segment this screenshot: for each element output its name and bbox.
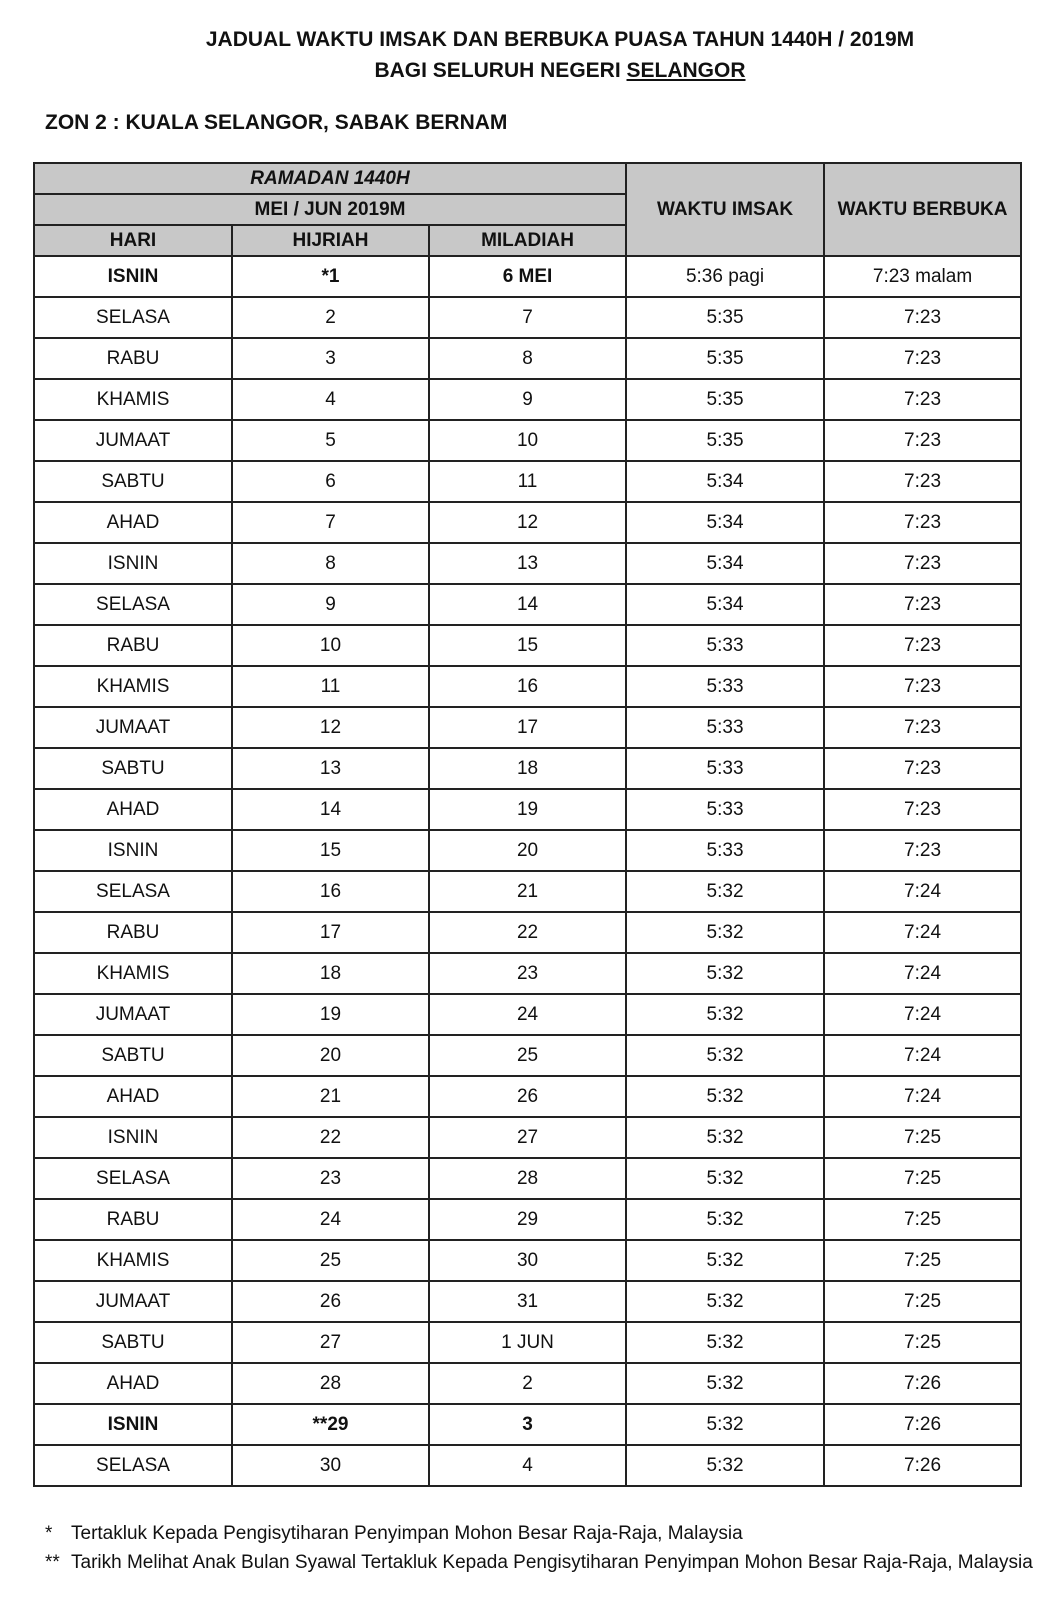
- gregorian-cell: 18: [429, 748, 626, 789]
- hijri-cell: 25: [232, 1240, 429, 1281]
- table-body: [34, 256, 1021, 1486]
- period-header: MEI / JUN 2019M: [34, 194, 626, 225]
- state-name: SELANGOR: [626, 59, 746, 82]
- gregorian-cell: 25: [429, 1035, 626, 1076]
- footnote-2-mark: **: [45, 1552, 60, 1573]
- iftar-cell: 7:24: [824, 1076, 1021, 1117]
- iftar-cell: 7:23: [824, 338, 1021, 379]
- hijri-cell: 12: [232, 707, 429, 748]
- hijri-cell: 20: [232, 1035, 429, 1076]
- title-line-1: JADUAL WAKTU IMSAK DAN BERBUKA PUASA TAHUN 1440H / 2019M: [205, 28, 915, 51]
- gregorian-cell: 21: [429, 871, 626, 912]
- imsak-cell: 5:32: [626, 1199, 824, 1240]
- iftar-cell: 7:23: [824, 707, 1021, 748]
- iftar-cell: 7:26: [824, 1404, 1021, 1445]
- hijri-cell: 10: [232, 625, 429, 666]
- hijri-cell: 11: [232, 666, 429, 707]
- iftar-cell: 7:24: [824, 994, 1021, 1035]
- day-cell: SELASA: [34, 1445, 232, 1486]
- day-cell: AHAD: [34, 502, 232, 543]
- imsak-cell: 5:32: [626, 1240, 824, 1281]
- imsak-cell: 5:32: [626, 1158, 824, 1199]
- day-cell: SABTU: [34, 461, 232, 502]
- hijri-cell: 18: [232, 953, 429, 994]
- table-row: [34, 912, 1021, 953]
- iftar-cell: 7:23: [824, 748, 1021, 789]
- iftar-cell: 7:23: [824, 584, 1021, 625]
- gregorian-cell: 24: [429, 994, 626, 1035]
- day-cell: JUMAAT: [34, 420, 232, 461]
- iftar-cell: 7:25: [824, 1199, 1021, 1240]
- day-cell: KHAMIS: [34, 666, 232, 707]
- iftar-cell: 7:23: [824, 789, 1021, 830]
- iftar-cell: 7:23: [824, 461, 1021, 502]
- imsak-cell: 5:34: [626, 502, 824, 543]
- table-header: [34, 163, 1021, 256]
- table-row: [34, 994, 1021, 1035]
- iftar-cell: 7:25: [824, 1158, 1021, 1199]
- gregorian-cell: 15: [429, 625, 626, 666]
- gregorian-cell: 13: [429, 543, 626, 584]
- iftar-cell: 7:23: [824, 543, 1021, 584]
- table-row: [34, 297, 1021, 338]
- gregorian-cell: 4: [429, 1445, 626, 1486]
- gregorian-cell: 30: [429, 1240, 626, 1281]
- day-cell: SABTU: [34, 748, 232, 789]
- gregorian-cell: 17: [429, 707, 626, 748]
- gregorian-cell: 9: [429, 379, 626, 420]
- iftar-cell: 7:23: [824, 297, 1021, 338]
- title-line-2-prefix: BAGI SELURUH NEGERI: [374, 59, 627, 82]
- table-row: [34, 1363, 1021, 1404]
- imsak-cell: 5:32: [626, 1035, 824, 1076]
- imsak-cell: 5:32: [626, 912, 824, 953]
- table-row: [34, 707, 1021, 748]
- table-row: [34, 379, 1021, 420]
- document-title: [0, 24, 1049, 86]
- gregorian-cell: 6 MEI: [429, 256, 626, 297]
- table-row: [34, 748, 1021, 789]
- imsak-cell: 5:33: [626, 707, 824, 748]
- iftar-cell: 7:24: [824, 953, 1021, 994]
- hijri-cell: 24: [232, 1199, 429, 1240]
- imsak-cell: 5:32: [626, 953, 824, 994]
- iftar-cell: 7:26: [824, 1363, 1021, 1404]
- table-row: [34, 420, 1021, 461]
- gregorian-cell: 11: [429, 461, 626, 502]
- iftar-cell: 7:25: [824, 1117, 1021, 1158]
- hijri-cell: 2: [232, 297, 429, 338]
- table-row: [34, 1281, 1021, 1322]
- hijri-cell: 5: [232, 420, 429, 461]
- day-cell: RABU: [34, 1199, 232, 1240]
- hijri-cell: 14: [232, 789, 429, 830]
- day-cell: ISNIN: [34, 1404, 232, 1445]
- day-cell: RABU: [34, 912, 232, 953]
- gregorian-cell: 16: [429, 666, 626, 707]
- table-row: [34, 1322, 1021, 1363]
- ramadan-group-header: RAMADAN 1440H: [34, 163, 626, 194]
- iftar-cell: 7:25: [824, 1240, 1021, 1281]
- table-row: [34, 1158, 1021, 1199]
- hijri-cell: 17: [232, 912, 429, 953]
- gregorian-cell: 23: [429, 953, 626, 994]
- gregorian-cell: 1 JUN: [429, 1322, 626, 1363]
- table-row: [34, 584, 1021, 625]
- table-row: [34, 1199, 1021, 1240]
- day-cell: AHAD: [34, 1076, 232, 1117]
- day-cell: SELASA: [34, 871, 232, 912]
- table-row: [34, 789, 1021, 830]
- gregorian-column-header: MILADIAH: [429, 225, 626, 256]
- iftar-column-header: WAKTU BERBUKA: [824, 163, 1021, 256]
- hijri-cell: 4: [232, 379, 429, 420]
- hijri-cell: 7: [232, 502, 429, 543]
- day-cell: JUMAAT: [34, 1281, 232, 1322]
- iftar-cell: 7:24: [824, 871, 1021, 912]
- hijri-cell: 19: [232, 994, 429, 1035]
- imsak-cell: 5:32: [626, 1281, 824, 1322]
- table-row: [34, 830, 1021, 871]
- table-row: [34, 871, 1021, 912]
- imsak-cell: 5:32: [626, 1363, 824, 1404]
- imsak-cell: 5:35: [626, 379, 824, 420]
- table-row: [34, 1035, 1021, 1076]
- table-row: [34, 1117, 1021, 1158]
- iftar-cell: 7:24: [824, 912, 1021, 953]
- gregorian-cell: 10: [429, 420, 626, 461]
- imsak-cell: 5:32: [626, 1076, 824, 1117]
- table-row: [34, 1445, 1021, 1486]
- footnotes: [45, 1519, 1033, 1577]
- table-row: [34, 543, 1021, 584]
- day-cell: AHAD: [34, 1363, 232, 1404]
- imsak-cell: 5:36 pagi: [626, 256, 824, 297]
- imsak-cell: 5:35: [626, 420, 824, 461]
- hijri-cell: 13: [232, 748, 429, 789]
- imsak-cell: 5:34: [626, 543, 824, 584]
- imsak-cell: 5:33: [626, 625, 824, 666]
- hijri-cell: 22: [232, 1117, 429, 1158]
- gregorian-cell: 14: [429, 584, 626, 625]
- day-cell: SABTU: [34, 1035, 232, 1076]
- gregorian-cell: 7: [429, 297, 626, 338]
- gregorian-cell: 8: [429, 338, 626, 379]
- hijri-cell: 8: [232, 543, 429, 584]
- footnote-2: [45, 1548, 1033, 1577]
- table-row: [34, 502, 1021, 543]
- hijri-cell: 21: [232, 1076, 429, 1117]
- iftar-cell: 7:23: [824, 379, 1021, 420]
- gregorian-cell: 3: [429, 1404, 626, 1445]
- hijri-cell: 16: [232, 871, 429, 912]
- hijri-cell: 15: [232, 830, 429, 871]
- hijri-cell: 26: [232, 1281, 429, 1322]
- hijri-cell: *1: [232, 256, 429, 297]
- table-row: [34, 953, 1021, 994]
- gregorian-cell: 12: [429, 502, 626, 543]
- day-cell: ISNIN: [34, 543, 232, 584]
- iftar-cell: 7:23: [824, 502, 1021, 543]
- hijri-column-header: HIJRIAH: [232, 225, 429, 256]
- hijri-cell: **29: [232, 1404, 429, 1445]
- gregorian-cell: 2: [429, 1363, 626, 1404]
- gregorian-cell: 31: [429, 1281, 626, 1322]
- imsak-cell: 5:32: [626, 994, 824, 1035]
- day-cell: SELASA: [34, 584, 232, 625]
- imsak-cell: 5:33: [626, 830, 824, 871]
- day-cell: ISNIN: [34, 1117, 232, 1158]
- imsak-cell: 5:32: [626, 871, 824, 912]
- hijri-cell: 28: [232, 1363, 429, 1404]
- hijri-cell: 30: [232, 1445, 429, 1486]
- day-cell: JUMAAT: [34, 994, 232, 1035]
- day-cell: AHAD: [34, 789, 232, 830]
- hijri-cell: 27: [232, 1322, 429, 1363]
- gregorian-cell: 28: [429, 1158, 626, 1199]
- imsak-cell: 5:35: [626, 297, 824, 338]
- day-cell: RABU: [34, 338, 232, 379]
- imsak-cell: 5:32: [626, 1322, 824, 1363]
- title-line-2: [0, 55, 1049, 86]
- day-cell: SELASA: [34, 297, 232, 338]
- hijri-cell: 23: [232, 1158, 429, 1199]
- iftar-cell: 7:23 malam: [824, 256, 1021, 297]
- schedule-table: [33, 162, 1022, 1487]
- iftar-cell: 7:26: [824, 1445, 1021, 1486]
- iftar-cell: 7:25: [824, 1281, 1021, 1322]
- gregorian-cell: 27: [429, 1117, 626, 1158]
- day-cell: ISNIN: [34, 256, 232, 297]
- table-row: [34, 1240, 1021, 1281]
- day-cell: KHAMIS: [34, 379, 232, 420]
- table-row: [34, 1076, 1021, 1117]
- imsak-cell: 5:32: [626, 1445, 824, 1486]
- table-row: [34, 1404, 1021, 1445]
- footnote-1-text: Tertakluk Kepada Pengisytiharan Penyimpan Mohon Besar Raja-Raja, Malaysia: [71, 1523, 743, 1544]
- footnote-1-mark: *: [45, 1523, 53, 1544]
- zone-label: ZON 2 : KUALA SELANGOR, SABAK BERNAM: [45, 111, 508, 134]
- gregorian-cell: 29: [429, 1199, 626, 1240]
- day-cell: SELASA: [34, 1158, 232, 1199]
- day-cell: SABTU: [34, 1322, 232, 1363]
- hijri-cell: 9: [232, 584, 429, 625]
- day-column-header: HARI: [34, 225, 232, 256]
- iftar-cell: 7:23: [824, 666, 1021, 707]
- footnote-1: [45, 1519, 1033, 1548]
- imsak-cell: 5:35: [626, 338, 824, 379]
- iftar-cell: 7:25: [824, 1322, 1021, 1363]
- imsak-cell: 5:34: [626, 584, 824, 625]
- gregorian-cell: 22: [429, 912, 626, 953]
- footnote-2-text: Tarikh Melihat Anak Bulan Syawal Tertakluk Kepada Pengisytiharan Penyimpan Mohon Besar Raja-Raja, Malaysia: [71, 1552, 1033, 1573]
- hijri-cell: 6: [232, 461, 429, 502]
- gregorian-cell: 26: [429, 1076, 626, 1117]
- iftar-cell: 7:23: [824, 420, 1021, 461]
- iftar-cell: 7:24: [824, 1035, 1021, 1076]
- imsak-cell: 5:33: [626, 666, 824, 707]
- iftar-cell: 7:23: [824, 625, 1021, 666]
- imsak-cell: 5:34: [626, 461, 824, 502]
- day-cell: KHAMIS: [34, 1240, 232, 1281]
- table-row: [34, 666, 1021, 707]
- imsak-column-header: WAKTU IMSAK: [626, 163, 824, 256]
- iftar-cell: 7:23: [824, 830, 1021, 871]
- day-cell: JUMAAT: [34, 707, 232, 748]
- table-row: [34, 625, 1021, 666]
- table-row: [34, 461, 1021, 502]
- imsak-cell: 5:33: [626, 789, 824, 830]
- gregorian-cell: 19: [429, 789, 626, 830]
- imsak-cell: 5:32: [626, 1404, 824, 1445]
- day-cell: RABU: [34, 625, 232, 666]
- hijri-cell: 3: [232, 338, 429, 379]
- day-cell: ISNIN: [34, 830, 232, 871]
- imsak-cell: 5:33: [626, 748, 824, 789]
- imsak-cell: 5:32: [626, 1117, 824, 1158]
- gregorian-cell: 20: [429, 830, 626, 871]
- table-row: [34, 256, 1021, 297]
- day-cell: KHAMIS: [34, 953, 232, 994]
- table-row: [34, 338, 1021, 379]
